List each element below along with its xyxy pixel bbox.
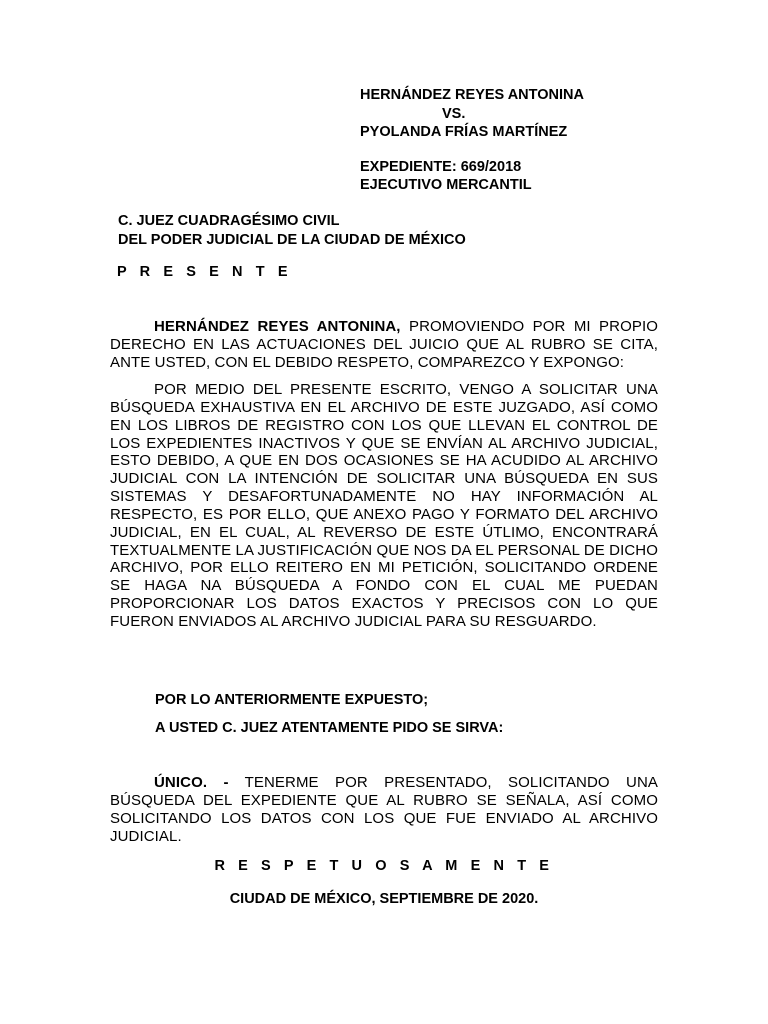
case-caption — [360, 86, 584, 195]
case-number: EXPEDIENTE: 669/2018 — [360, 158, 522, 175]
defendant-name: PYOLANDA FRÍAS MARTÍNEZ — [360, 124, 568, 140]
por-lo-anterior-line: POR LO ANTERIORMENTE EXPUESTO; — [155, 692, 429, 708]
request-paragraph: POR MEDIO DEL PRESENTE ESCRITO, VENGO A SOLICITAR UNA BÚSQUEDA EXHAUSTIVA EN EL ARCHIVO DE ESTE JUZGADO, ASÍ COMO EN LOS LIBROS DE REGISTRO CON LOS QUE LLEVAN EL CONTROL DE LOS EXPEDIENTES INACTIVOS Y QUE SE ENVÍAN AL ARCHIVO JUDICIAL, ESTO DEBIDO, A QUE EN DOS OCASIONES SE HA ACUDIDO AL ARCHIVO JUDICIAL CON LA INTENCIÓN DE SOLICITAR UNA BÚSQUEDA EN SUS SISTEMAS Y DESAFORTUNADAMENTE NO HAY INFORMACIÓN AL RESPECTO, ES POR ELLO, QUE ANEXO PAGO Y FORMATO DEL ARCHIVO JUDICIAL, EN EL CUAL, AL REVERSO DE ESTE ÚTLIMO, ENCONTRARÁ TEXTUALMENTE LA JUSTIFICACIÓN QUE NOS DA EL PERSONAL DE DICHO ARCHIVO, POR ELLO REITERO EN MI PETICIÓN, SOLICITANDO ORDENE SE HAGA NA BÚSQUEDA A FONDO CON EL CUAL ME PUEDAN PROPORCIONAR LOS DATOS EXACTOS Y PRECISOS CON LO QUE FUERON ENVIADOS AL ARCHIVO JUDICIAL PARA SU RESGUARDO. — [110, 381, 658, 630]
city-date-line: CIUDAD DE MÉXICO, SEPTIEMBRE DE 2020. — [229, 891, 539, 907]
petition-line: A USTED C. JUEZ ATENTAMENTE PIDO SE SIRVA: — [155, 720, 504, 736]
presente-heading: P R E S E N T E — [117, 264, 293, 280]
intro-paragraph — [110, 318, 658, 372]
intro-paragraph-lead: HERNÁNDEZ REYES ANTONINA, — [154, 318, 401, 335]
addressee-line-2: DEL PODER JUDICIAL DE LA CIUDAD DE MÉXICO — [118, 231, 466, 248]
unico-paragraph — [110, 774, 658, 845]
case-type: EJECUTIVO MERCANTIL — [360, 177, 532, 193]
intro-paragraph-text: PROMOVIENDO POR MI PROPIO DERECHO EN LAS ACTUACIONES DEL JUICIO QUE AL RUBRO SE CITA, ANTE USTED, CON EL DEBIDO RESPETO, COMPAREZCO Y EXPONGO: — [110, 318, 659, 371]
respetuosamente-line: R E S P E T U O S A M E N T E — [214, 858, 554, 874]
unico-paragraph-lead: ÚNICO. - — [154, 774, 229, 791]
addressee-line-1: C. JUEZ CUADRAGÉSIMO CIVIL — [118, 213, 340, 229]
addressee-block — [118, 212, 466, 249]
versus-label: VS. — [442, 105, 466, 122]
actor-name: HERNÁNDEZ REYES ANTONINA — [360, 87, 584, 103]
unico-paragraph-text: TENERME POR PRESENTADO, SOLICITANDO UNA BÚSQUEDA DEL EXPEDIENTE QUE AL RUBRO SE SEÑALA, ASÍ COMO SOLICITANDO LOS DATOS CON LOS QUE FUE ENVIADO AL ARCHIVO JUDICIAL. — [110, 774, 658, 845]
